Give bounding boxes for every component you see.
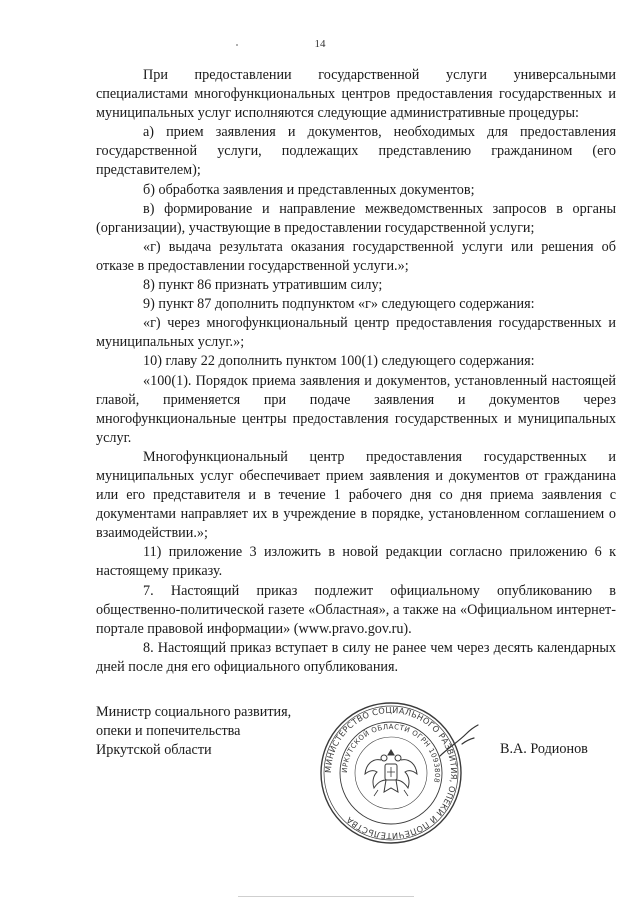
paragraph: «100(1). Порядок приема заявления и документов, установленный настоящей главой, применяется при подаче заявления и документов через многофункциональные центры предоставления государственных и муниципальных услуг. [96,372,616,446]
paragraph: При предоставлении государственной услуги универсальными специалистами многофункциональных центров предоставления государственных и муниципальных услуг исполняются следующие административные процедуры: [96,67,616,122]
document-body [96,66,616,677]
paragraph: 9) пункт 87 дополнить подпунктом «г» следующего содержания: [143,296,535,313]
coat-of-arms-icon [365,750,417,796]
paragraph: «г) выдача результата оказания государственной услуги или решения об отказе в предоставлении государственной услуги.»; [96,238,616,274]
signatory-position-line: Министр социального развития, [96,704,292,720]
paragraph: 8. Настоящий приказ вступает в силу не ранее чем через десять календарных дней после дня его официального опубликования. [96,639,616,675]
paragraph: 11) приложение 3 изложить в новой редакции согласно приложению 6 к настоящему приказу. [96,544,616,580]
scan-edge-line [238,896,414,897]
signatory-name: В.А. Родионов [500,741,588,757]
paragraph: а) прием заявления и документов, необходимых для предоставления государственной услуги, подлежащих представлению гражданином (его представителем); [96,124,616,179]
handwritten-signature-mark [436,722,486,762]
paragraph: 8) пункт 86 признать утратившим силу; [143,277,383,294]
paragraph: 7. Настоящий приказ подлежит официальному опубликованию в общественно-политической газете «Областная», а также на «Официальном интернет-портале правовой информации» (www.pravo.gov.ru). [96,582,616,637]
paragraph: «г) через многофункциональный центр предоставления государственных и муниципальных услуг.»; [96,315,616,351]
paragraph: 10) главу 22 дополнить пунктом 100(1) следующего содержания: [143,353,535,370]
page-number: 14 [314,38,326,50]
paragraph: в) формирование и направление межведомственных запросов в органы (организации), участвующие в предоставлении государственной услуги; [96,200,616,236]
seal-outer-text: МИНИСТЕРСТВО СОЦИАЛЬНОГО РАЗВИТИЯ, ОПЕКИ И ПОПЕЧИТЕЛЬСТВА [322,704,460,842]
paragraph: б) обработка заявления и представленных документов; [143,181,475,198]
seal-inner-text: ИРКУТСКОЙ ОБЛАСТИ ОГРН 1093808 [340,722,442,784]
signatory-position-line: опеки и попечительства [96,723,241,739]
signatory-position-line: Иркутской области [96,742,212,758]
signatory-position [96,703,291,760]
scan-speck [236,44,238,46]
paragraph: Многофункциональный центр предоставления государственных и муниципальных услуг обеспечивает прием заявления и документов от гражданина или его представителя и в течение 1 рабочего дня со дня приема заявления с документами направляет их в учреждение в порядке, установленном соглашением о взаимодействии.»; [96,448,616,542]
